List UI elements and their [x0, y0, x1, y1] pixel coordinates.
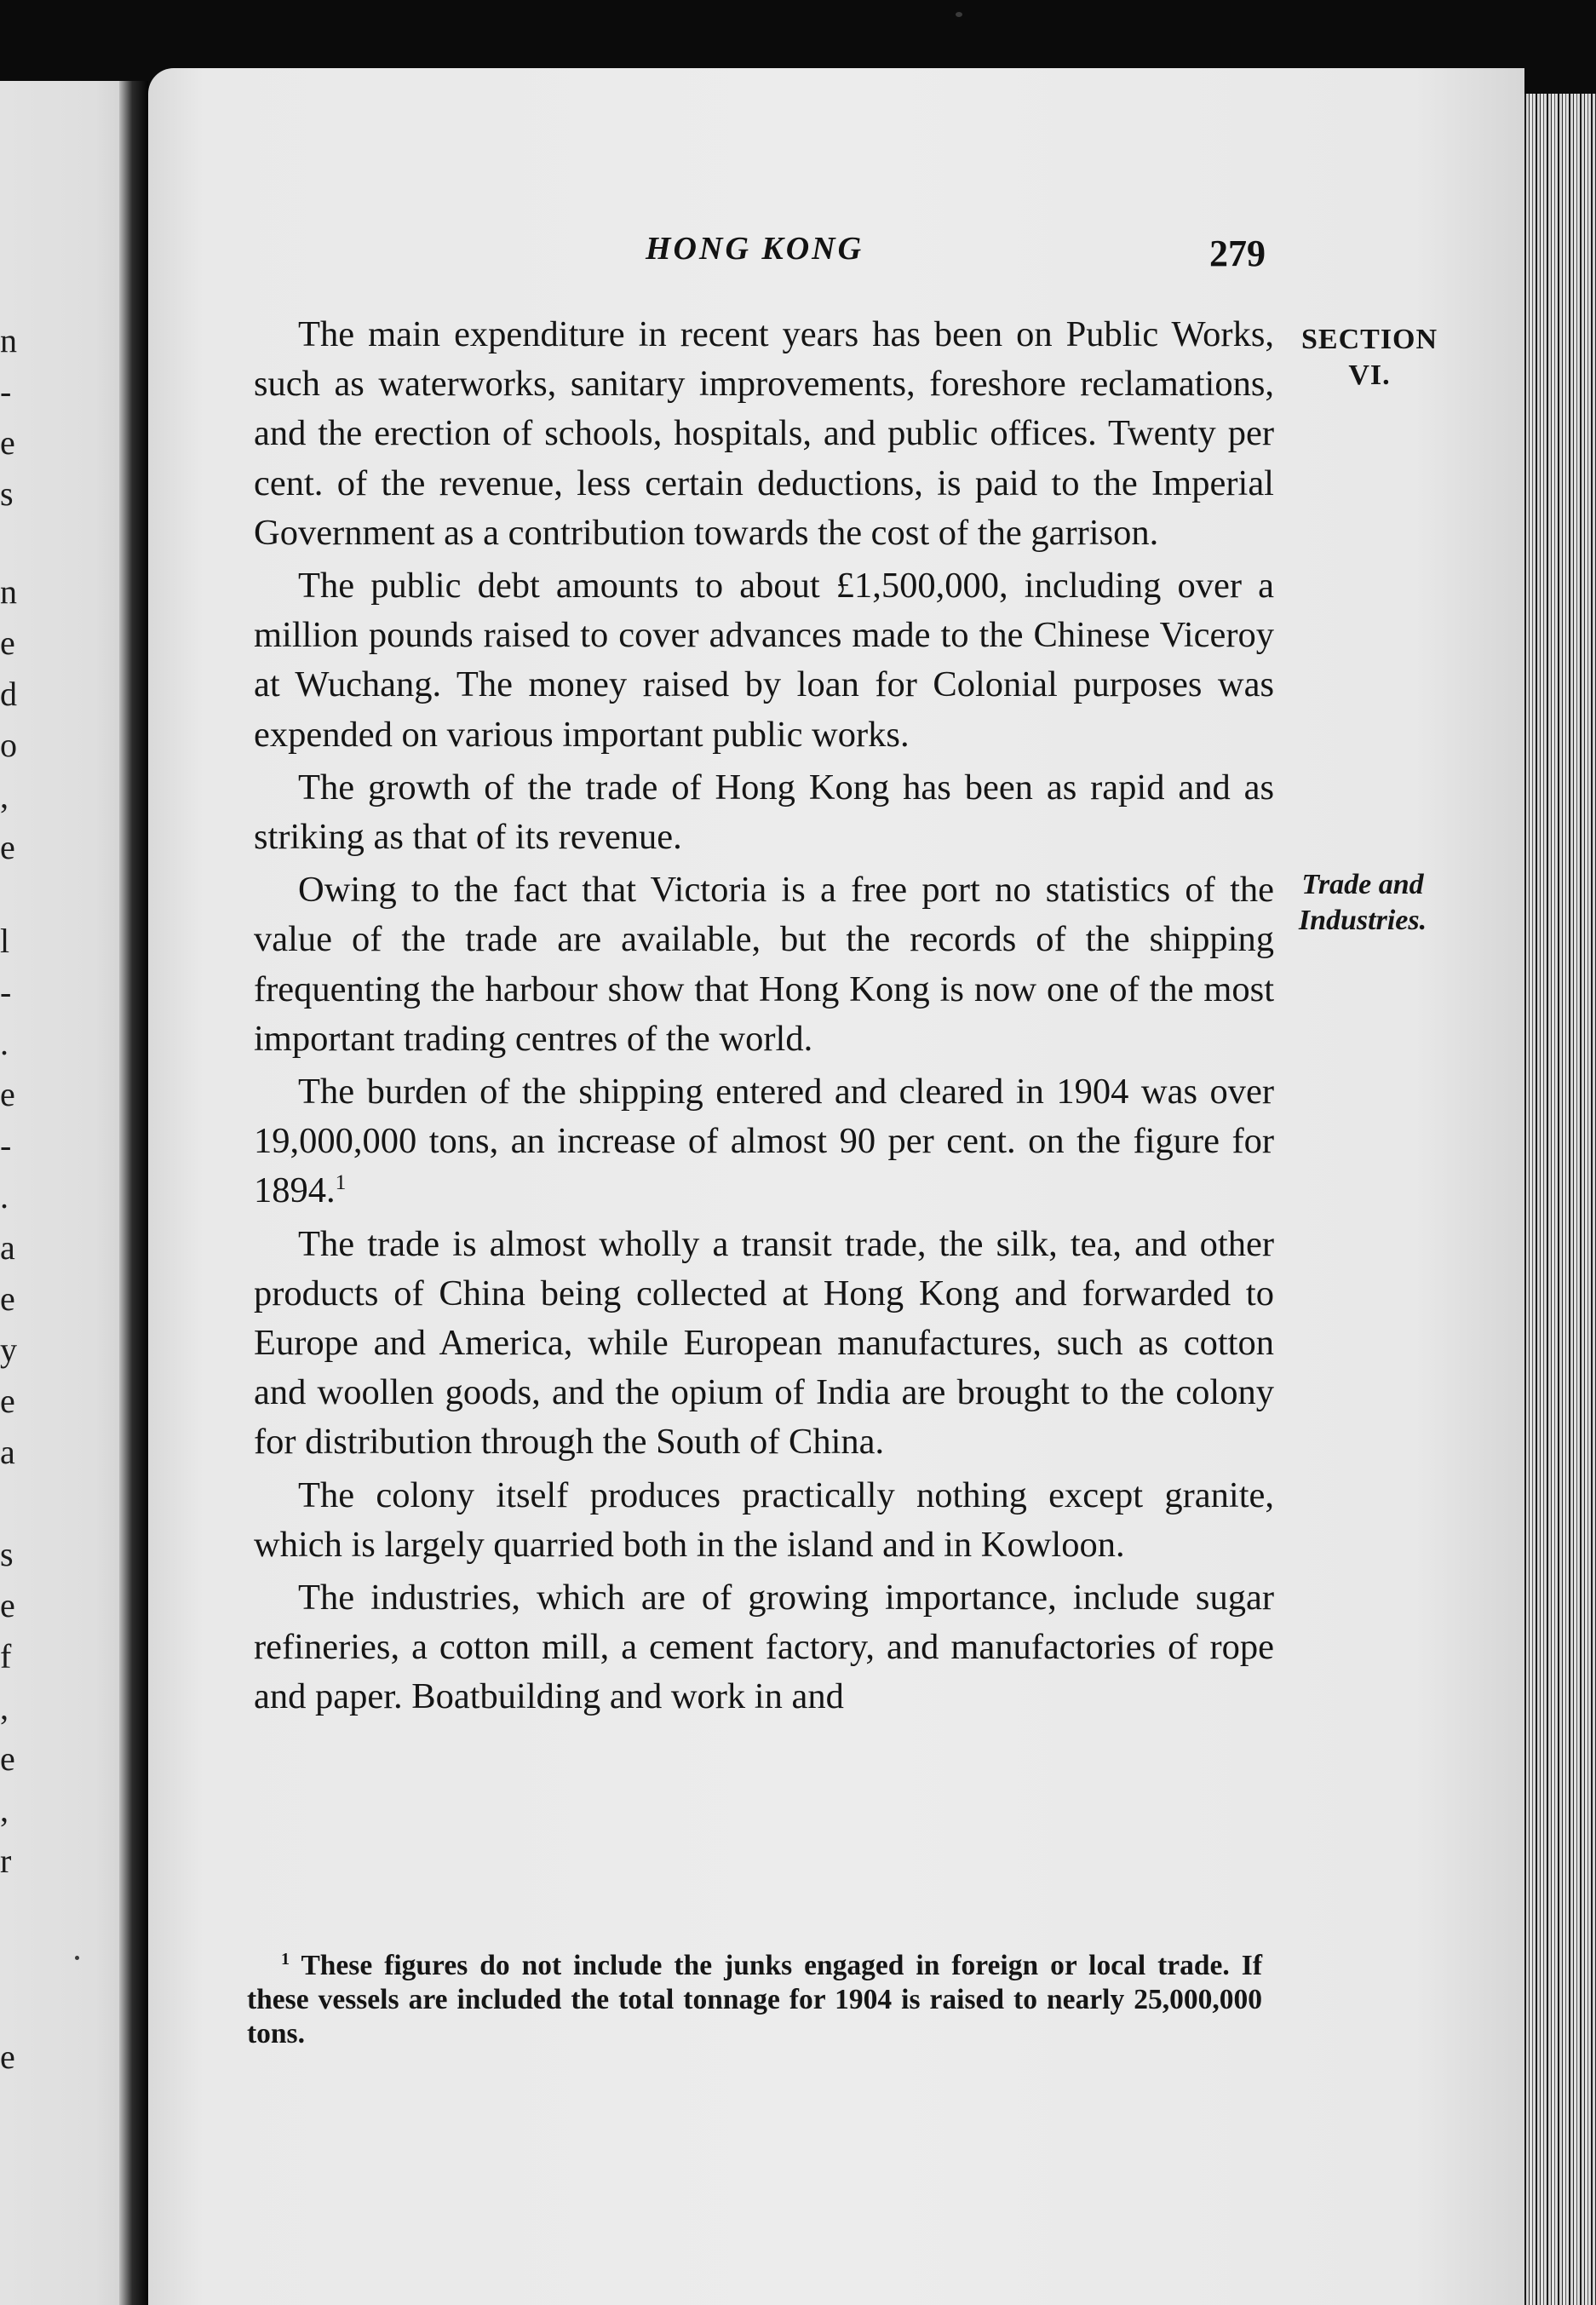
marginal-note-trade [1277, 867, 1448, 939]
edge-char: a [0, 1228, 15, 1267]
edge-char: , [0, 1791, 9, 1829]
marginal-note-line: VI. [1348, 359, 1391, 391]
book-gutter [119, 81, 148, 2305]
edge-char: . [0, 1177, 9, 1216]
footnote [247, 1949, 1262, 2051]
edge-char: r [0, 1842, 12, 1880]
edge-char: e [0, 1075, 15, 1113]
paragraph: The trade is almost wholly a transit trade, the silk, tea, and other products of China being collected at Hong Kong and forwarded to Europe and America, while European manufactures, such as cotton and woollen goods, and the opium of India are brought to the colony for distribution through the South of China. [254, 1223, 1274, 1463]
paragraph [254, 1067, 1274, 1216]
paragraph: Owing to the fact that Victoria is a free port no statistics of the value of the trade are available, but the records of the shipping frequenting the harbour show that Hong Kong is now one of the most important trading centres of the world. [254, 870, 1274, 1059]
edge-char: a [0, 1433, 15, 1471]
edge-char: e [0, 1279, 15, 1318]
edge-char: , [0, 777, 9, 815]
edge-char: - [0, 1126, 12, 1164]
paragraph-text: The burden of the shipping entered and cleared in 1904 was over 19,000,000 tons, an increase of almost 90 per cent. on the figure for 1894. [254, 1072, 1274, 1211]
body-text [254, 310, 1274, 1726]
marginal-note-line: Trade and [1301, 869, 1424, 900]
footnote-marker: 1 [335, 1170, 347, 1195]
marginal-note-line: Industries. [1298, 905, 1427, 936]
edge-char: e [0, 1586, 15, 1624]
edge-char: e [0, 2038, 15, 2076]
edge-char: s [0, 1535, 14, 1573]
marginal-note-line: SECTION [1301, 324, 1438, 355]
edge-char: e [0, 423, 15, 462]
edge-char: s [0, 474, 14, 513]
edge-char: e [0, 1739, 15, 1778]
edge-char: y [0, 1331, 17, 1369]
edge-char: n [0, 572, 17, 611]
edge-char: d [0, 675, 17, 713]
paragraph: The growth of the trade of Hong Kong has been as rapid and as striking as that of its revenue. [254, 767, 1274, 858]
edge-char: . [0, 1024, 9, 1062]
running-head: HONG KONG [646, 231, 864, 267]
footnote-paragraph [247, 1949, 1262, 2051]
footnote-text: These figures do not include the junks engaged in foreign or local trade. If these vessels are included the total tonnage for 1904 is raised to nearly 25,000,000 tons. [247, 1950, 1262, 2049]
edge-char: f [0, 1637, 12, 1676]
scan-speck [75, 1956, 79, 1960]
edge-char: - [0, 973, 12, 1011]
edge-char: n [0, 321, 17, 359]
edge-char: , [0, 1688, 9, 1727]
edge-char: l [0, 922, 10, 960]
page-number: 279 [1209, 233, 1266, 274]
marginal-note-section [1301, 322, 1438, 394]
paragraph: The main expenditure in recent years has been on Public Works, such as waterworks, sanitary improvements, foreshore reclamations, and the erection of schools, hospitals, and public offices. Twenty per cent. of the revenue, less certain deductions, is paid to the Imperial Government as a contribution towards the cost of the garrison. [254, 314, 1274, 553]
page-edges [1524, 94, 1596, 2305]
edge-char: e [0, 624, 15, 662]
edge-char: - [0, 372, 12, 411]
edge-char: o [0, 726, 17, 764]
paragraph: The public debt amounts to about £1,500,000, including over a million pounds raised to cover advances made to the Chinese Viceroy at Wuchang. The money raised by loan for Colonial purposes was expended on various important public works. [254, 566, 1274, 755]
paragraph: The industries, which are of growing importance, include sugar refineries, a cotton mill, a cement factory, and manufactories of rope and paper. Boatbuilding and work in and [254, 1578, 1274, 1717]
scan-speck [956, 12, 962, 17]
footnote-number: 1 [281, 1949, 290, 1969]
left-facing-page [0, 81, 136, 2305]
edge-char: e [0, 1382, 15, 1420]
edge-char: e [0, 828, 15, 866]
paragraph: The colony itself produces practically nothing except granite, which is largely quarried both in the island and in Kowloon. [254, 1474, 1274, 1565]
